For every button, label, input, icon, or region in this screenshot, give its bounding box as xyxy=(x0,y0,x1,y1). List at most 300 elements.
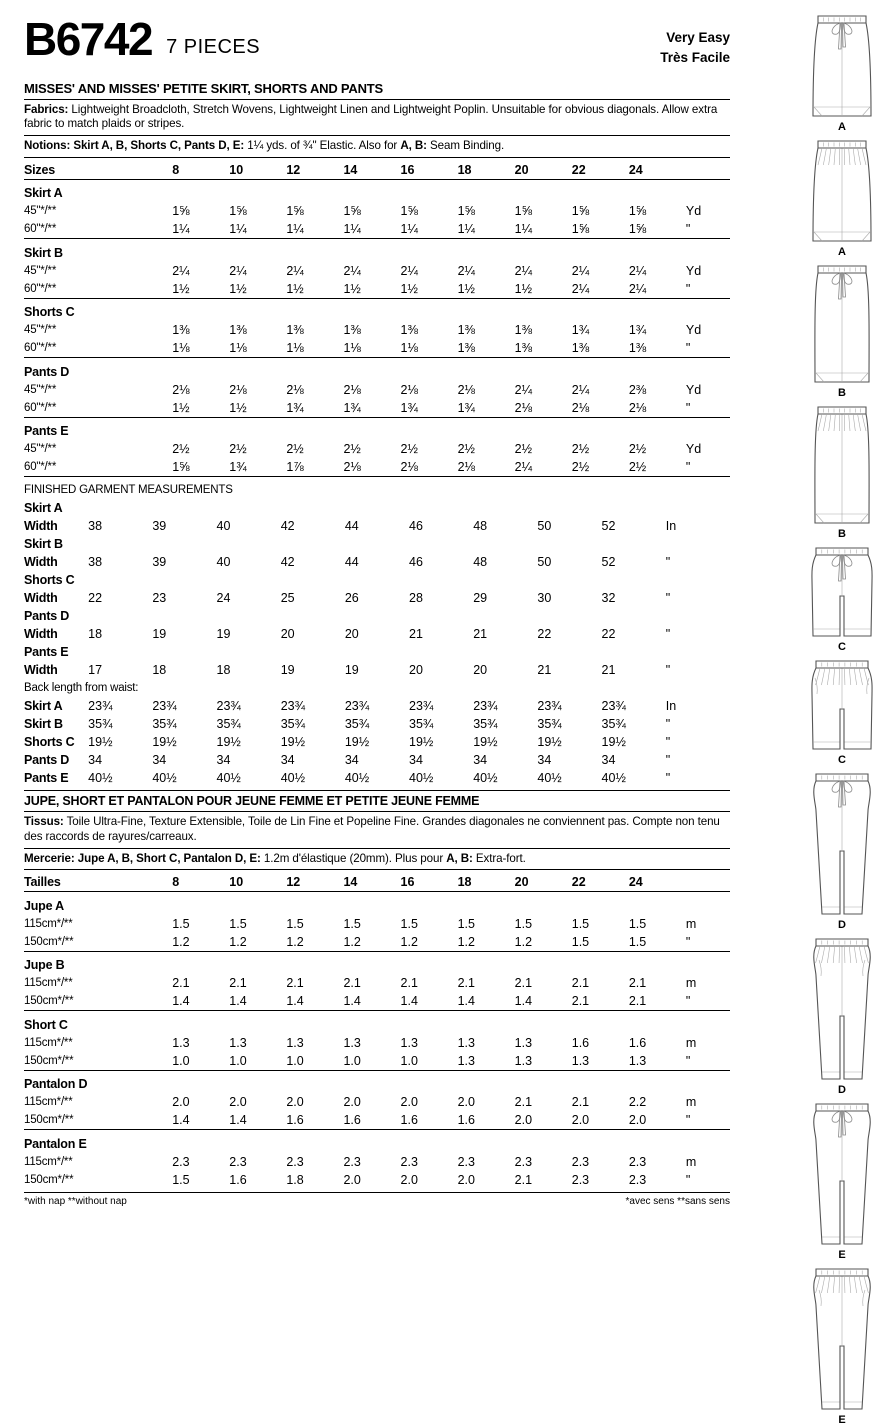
row-value: 1.6 xyxy=(400,1113,418,1128)
row-value: 1.4 xyxy=(286,994,304,1009)
finished-section-heading-row xyxy=(24,481,730,499)
row-value: 1.4 xyxy=(400,994,418,1009)
row-value: 1¾ xyxy=(571,323,590,338)
row-value: 1⅝ xyxy=(628,204,647,219)
table-row xyxy=(24,280,730,299)
row-value: 2¼ xyxy=(286,263,304,278)
row-value: 2.1 xyxy=(286,976,304,991)
row-value: 1.2 xyxy=(514,934,533,949)
tissus-label: Tissus: xyxy=(24,814,64,828)
row-value: 2½ xyxy=(172,442,190,457)
row-unit: " xyxy=(665,734,671,749)
row-value: 2.3 xyxy=(457,1154,475,1169)
group-heading: Short C xyxy=(24,1017,68,1032)
row-value: 40½ xyxy=(88,770,113,785)
row-value: 1.3 xyxy=(400,1035,418,1050)
row-value: 2¼ xyxy=(628,263,647,278)
row-value: 17 xyxy=(88,662,103,677)
row-value: 2.0 xyxy=(400,1172,418,1187)
row-label: 60"*/** xyxy=(24,223,57,236)
row-label: 60"*/** xyxy=(24,282,57,295)
row-value: 48 xyxy=(473,554,488,569)
row-value: 2¼ xyxy=(514,460,533,475)
row-value: 2.1 xyxy=(514,1172,533,1187)
table-row xyxy=(24,751,730,769)
table-row xyxy=(24,381,730,399)
illustration-caption: E xyxy=(838,1414,846,1426)
illustration-caption: E xyxy=(838,1249,846,1261)
row-unit: " xyxy=(665,752,671,767)
row-value: 1⅝ xyxy=(514,204,533,219)
row-value: 1½ xyxy=(229,400,247,415)
row-unit: m xyxy=(685,1154,697,1169)
mercerie-paragraph xyxy=(24,852,730,867)
row-label: 115cm*/** xyxy=(24,1036,73,1049)
pants-d-front-drawing-icon xyxy=(790,768,894,920)
row-value: 1⅜ xyxy=(172,323,190,338)
row-value: 2.0 xyxy=(457,1095,475,1110)
table-row xyxy=(24,499,730,535)
row-value: 2.0 xyxy=(400,1095,418,1110)
row-unit: In xyxy=(665,698,677,713)
row-value: 35¾ xyxy=(409,716,434,731)
row-value: 1¾ xyxy=(229,460,247,475)
row-value: 1½ xyxy=(172,281,190,296)
row-value: 1⅝ xyxy=(571,204,590,219)
row-value: 1.3 xyxy=(229,1035,247,1050)
row-value: 19½ xyxy=(473,734,498,749)
row-value: 1.3 xyxy=(514,1035,533,1050)
row-value: 2½ xyxy=(457,442,475,457)
row-label: 60"*/** xyxy=(24,342,57,355)
row-value: 40½ xyxy=(216,770,241,785)
notions-label: Notions: Skirt A, B, Shorts C, Pants D, E: xyxy=(24,139,245,153)
row-value: 2½ xyxy=(400,442,418,457)
row-value: 39 xyxy=(152,518,167,533)
illustration-caption: C xyxy=(838,641,846,653)
table-row xyxy=(24,440,730,458)
row-value: 1.4 xyxy=(457,994,475,1009)
divider xyxy=(24,99,730,100)
table-row xyxy=(24,915,730,933)
row-label: Pants E xyxy=(24,770,69,785)
divider xyxy=(24,790,730,791)
table-row xyxy=(24,399,730,418)
row-label: 150cm*/** xyxy=(24,1054,74,1067)
row-value: 1.5 xyxy=(172,1172,190,1187)
row-value: 28 xyxy=(409,590,423,605)
shorts-c-front-drawing-icon xyxy=(790,542,894,642)
row-value: 2½ xyxy=(286,442,304,457)
row-value: 1.4 xyxy=(172,994,190,1009)
size-header-cell: 16 xyxy=(400,875,415,890)
row-value: 1.2 xyxy=(400,934,418,949)
row-value: 23¾ xyxy=(344,698,370,713)
row-value: 1.4 xyxy=(343,994,361,1009)
row-value: 1⅜ xyxy=(400,323,418,338)
row-value: 2.0 xyxy=(343,1172,361,1187)
row-value: 30 xyxy=(537,590,552,605)
row-value: 1⅜ xyxy=(457,341,475,356)
group-heading-row xyxy=(24,896,730,915)
pants-e-back-drawing-icon xyxy=(790,1263,894,1415)
row-value: 48 xyxy=(473,518,488,533)
illustration-caption: D xyxy=(838,919,846,931)
piece-count: 7 PIECES xyxy=(166,36,261,58)
row-value: 38 xyxy=(88,554,103,569)
row-value: 2.0 xyxy=(343,1095,361,1110)
mercerie-bold2: A, B: xyxy=(446,851,473,865)
row-value: 35¾ xyxy=(601,716,626,731)
row-value: 2.0 xyxy=(229,1095,247,1110)
row-value: 23¾ xyxy=(601,698,626,713)
row-value: 2.1 xyxy=(571,994,590,1009)
row-value: 40½ xyxy=(409,770,434,785)
row-value: 46 xyxy=(409,518,423,533)
row-value: 1½ xyxy=(400,281,418,296)
table-row xyxy=(24,1153,730,1171)
row-value: 1.3 xyxy=(628,1053,647,1068)
row-value: 19 xyxy=(344,662,359,677)
size-header-cell: 12 xyxy=(286,875,301,890)
table-row xyxy=(24,262,730,280)
row-value: 40½ xyxy=(280,770,306,785)
row-value: 21 xyxy=(537,662,552,677)
group-heading: Pantalon D xyxy=(24,1077,88,1092)
row-value: 40½ xyxy=(537,770,562,785)
row-value: 44 xyxy=(344,518,359,533)
row-label: 45"*/** xyxy=(24,205,57,218)
table-row xyxy=(24,1171,730,1189)
row-value: 2⅛ xyxy=(229,382,247,397)
row-value: 1¾ xyxy=(343,400,361,415)
group-heading: Pants D xyxy=(24,364,70,379)
row-value: 2.0 xyxy=(172,1095,190,1110)
row-value: 2.2 xyxy=(628,1095,647,1110)
row-value: 2.3 xyxy=(343,1154,361,1169)
row-value: 1.8 xyxy=(286,1172,304,1187)
row-value: 44 xyxy=(344,554,359,569)
row-value: 1.3 xyxy=(514,1053,533,1068)
row-value: 23¾ xyxy=(537,698,562,713)
row-value: 1.5 xyxy=(400,916,418,931)
row-value: 2⅛ xyxy=(571,400,590,415)
row-value: 18 xyxy=(216,662,231,677)
size-header-cell: 14 xyxy=(343,162,358,177)
tissus-text: Toile Ultra-Fine, Texture Extensible, Toile de Lin Fine et Popeline Fine. Grandes diagonales ne conviennent pas. Compte non tenu des raccords de rayures/carreaux. xyxy=(24,814,720,843)
table-row xyxy=(24,1052,730,1071)
table-row xyxy=(24,1034,730,1052)
row-value: 34 xyxy=(601,752,616,767)
group-heading-row xyxy=(24,1134,730,1153)
row-unit: " xyxy=(685,1172,691,1187)
row-value: 22 xyxy=(88,590,103,605)
illustration-caption: A xyxy=(838,121,846,133)
row-value: 18 xyxy=(152,662,167,677)
row-value: 1.0 xyxy=(229,1053,247,1068)
table-row xyxy=(24,339,730,358)
row-value: 1.5 xyxy=(286,916,304,931)
row-unit: " xyxy=(665,590,671,605)
group-heading: Jupe B xyxy=(24,958,65,973)
row-value: 23 xyxy=(152,590,167,605)
row-value: 1.3 xyxy=(457,1053,475,1068)
illustration-pants-d-back xyxy=(790,933,894,1096)
row-value: 34 xyxy=(280,752,295,767)
row-value: 1.3 xyxy=(571,1053,590,1068)
size-header-cell: 22 xyxy=(571,162,586,177)
row-label: 115cm*/** xyxy=(24,1155,73,1168)
row-value: 2⅛ xyxy=(343,382,361,397)
row-label: Skirt A xyxy=(24,698,63,713)
table-row xyxy=(24,974,730,992)
row-label: Shorts C xyxy=(24,734,75,749)
row-value: 2.3 xyxy=(571,1172,590,1187)
unit-header-cell xyxy=(686,873,730,892)
table-row xyxy=(24,769,730,787)
illustration-pants-e-front xyxy=(790,1098,894,1261)
row-label: 150cm*/** xyxy=(24,1114,74,1127)
row-value: 2.1 xyxy=(628,994,647,1009)
size-header-cell: 20 xyxy=(514,875,529,890)
row-value: 2.1 xyxy=(571,976,590,991)
table-row xyxy=(24,535,730,571)
row-value: 1¼ xyxy=(514,222,533,237)
french-title: JUPE, SHORT ET PANTALON POUR JEUNE FEMME ET PETITE JEUNE FEMME xyxy=(24,793,480,808)
row-value: 1⅜ xyxy=(343,323,361,338)
row-unit: Yd xyxy=(685,204,702,219)
fabrics-label: Fabrics: xyxy=(24,102,69,116)
row-value: 2.1 xyxy=(400,976,418,991)
row-value: 34 xyxy=(537,752,552,767)
row-unit: " xyxy=(665,770,671,785)
difficulty-fr: Très Facile xyxy=(660,50,730,66)
row-value: 2¼ xyxy=(571,382,590,397)
row-value: 2.3 xyxy=(400,1154,418,1169)
row-value: 34 xyxy=(216,752,231,767)
row-value: 1.3 xyxy=(343,1035,361,1050)
row-value: 1.6 xyxy=(343,1113,361,1128)
row-value: 1⅛ xyxy=(286,341,304,356)
row-value: 1½ xyxy=(514,281,533,296)
row-label: Pants D Width xyxy=(24,608,70,641)
row-value: 1⅛ xyxy=(229,341,247,356)
row-value: 23¾ xyxy=(280,698,306,713)
row-value: 40½ xyxy=(344,770,370,785)
row-value: 34 xyxy=(409,752,423,767)
row-value: 2.0 xyxy=(286,1095,304,1110)
row-value: 2.3 xyxy=(628,1172,647,1187)
row-value: 40 xyxy=(216,554,231,569)
notions-paragraph xyxy=(24,139,730,154)
fabrics-text: Lightweight Broadcloth, Stretch Wovens, Lightweight Linen and Lightweight Poplin. Unsuitable for obvious diagonals. Allow extra fabric to match plaids or stripes. xyxy=(24,102,718,131)
group-heading-row xyxy=(24,183,730,202)
table-row xyxy=(24,933,730,952)
row-label: 115cm*/** xyxy=(24,917,73,930)
row-value: 35¾ xyxy=(344,716,370,731)
row-value: 2.1 xyxy=(457,976,475,991)
row-value: 2.1 xyxy=(514,1095,533,1110)
row-unit: Yd xyxy=(685,382,702,397)
row-value: 19 xyxy=(216,626,231,641)
row-value: 2.3 xyxy=(628,1154,647,1169)
row-value: 1.3 xyxy=(172,1035,190,1050)
row-value: 1¾ xyxy=(457,400,475,415)
row-value: 2.1 xyxy=(343,976,361,991)
row-value: 1.6 xyxy=(229,1172,247,1187)
row-value: 2¼ xyxy=(514,382,533,397)
row-value: 20 xyxy=(473,662,488,677)
row-value: 1.0 xyxy=(343,1053,361,1068)
row-unit: Yd xyxy=(685,442,702,457)
row-value: 2⅛ xyxy=(514,400,533,415)
row-value: 2⅛ xyxy=(172,382,190,397)
skirt-a-back-drawing-icon xyxy=(790,135,894,247)
row-value: 2.0 xyxy=(457,1172,475,1187)
row-value: 2.3 xyxy=(571,1154,590,1169)
row-label: 115cm*/** xyxy=(24,977,73,990)
row-value: 1.6 xyxy=(628,1035,647,1050)
row-value: 50 xyxy=(537,554,552,569)
row-unit: m xyxy=(685,1095,697,1110)
illustration-caption: C xyxy=(838,754,846,766)
row-value: 1.2 xyxy=(286,934,304,949)
row-value: 19½ xyxy=(216,734,241,749)
yardage-table-english xyxy=(24,161,730,481)
row-label: 150cm*/** xyxy=(24,1173,74,1186)
row-value: 1.5 xyxy=(343,916,361,931)
row-value: 1¾ xyxy=(400,400,418,415)
divider xyxy=(24,1192,730,1193)
row-value: 22 xyxy=(537,626,552,641)
row-value: 42 xyxy=(280,518,295,533)
tissus-paragraph xyxy=(24,815,730,845)
group-heading: Skirt A xyxy=(24,186,63,201)
mercerie-text: 1.2m d'élastique (20mm). Plus pour xyxy=(260,851,447,865)
row-value: 1½ xyxy=(286,281,304,296)
row-value: 2⅛ xyxy=(400,460,418,475)
yardage-table-french xyxy=(24,873,730,1189)
row-value: 2⅛ xyxy=(628,400,647,415)
row-label: Skirt B Width xyxy=(24,536,63,569)
row-value: 1.5 xyxy=(172,916,190,931)
row-value: 1¼ xyxy=(286,222,304,237)
size-header-cell: 10 xyxy=(229,875,244,890)
skirt-b-back-drawing-icon xyxy=(790,401,894,529)
skirt-b-front-drawing-icon xyxy=(790,260,894,388)
row-value: 2⅛ xyxy=(286,382,304,397)
row-value: 19 xyxy=(280,662,295,677)
size-header-cell: 22 xyxy=(571,875,586,890)
illustration-pants-e-back xyxy=(790,1263,894,1426)
row-value: 2¼ xyxy=(628,281,647,296)
divider xyxy=(24,869,730,870)
group-heading: Shorts C xyxy=(24,305,75,320)
row-value: 23¾ xyxy=(473,698,498,713)
shorts-c-back-drawing-icon xyxy=(790,655,894,755)
row-value: 1½ xyxy=(172,400,190,415)
row-value: 2¼ xyxy=(400,263,418,278)
row-value: 35¾ xyxy=(537,716,562,731)
size-header-cell: 20 xyxy=(514,162,529,177)
row-value: 1.0 xyxy=(286,1053,304,1068)
row-value: 1½ xyxy=(343,281,361,296)
row-value: 1⅝ xyxy=(286,204,304,219)
row-value: 2½ xyxy=(571,442,590,457)
row-value: 2¼ xyxy=(457,263,475,278)
row-value: 2.3 xyxy=(514,1154,533,1169)
row-value: 1⅞ xyxy=(286,460,304,475)
row-value: 38 xyxy=(88,518,103,533)
row-value: 2.3 xyxy=(172,1154,190,1169)
illustration-skirt-a-back xyxy=(790,135,894,258)
header-left xyxy=(24,13,261,65)
row-value: 20 xyxy=(409,662,423,677)
row-value: 19½ xyxy=(537,734,562,749)
row-value: 1.5 xyxy=(628,916,647,931)
row-value: 22 xyxy=(601,626,616,641)
row-value: 2.1 xyxy=(514,976,533,991)
row-value: 2½ xyxy=(571,460,590,475)
row-value: 2.0 xyxy=(628,1113,647,1128)
tailles-label: Tailles xyxy=(24,875,61,890)
row-value: 1.4 xyxy=(229,1113,247,1128)
row-unit: " xyxy=(685,1113,691,1128)
size-header-cell: 14 xyxy=(343,875,358,890)
row-value: 35¾ xyxy=(152,716,177,731)
row-label: 150cm*/** xyxy=(24,935,74,948)
row-value: 2⅜ xyxy=(628,382,647,397)
row-unit: " xyxy=(685,460,691,475)
row-value: 1.3 xyxy=(286,1035,304,1050)
illustration-column xyxy=(790,0,894,1426)
row-unit: " xyxy=(685,400,691,415)
row-value: 2½ xyxy=(343,442,361,457)
table-row xyxy=(24,1093,730,1111)
table-row xyxy=(24,643,730,679)
row-value: 1⅜ xyxy=(286,323,304,338)
pants-e-front-drawing-icon xyxy=(790,1098,894,1250)
row-label: Pants E Width xyxy=(24,644,69,677)
finished-section-heading: FINISHED GARMENT MEASUREMENTS xyxy=(24,483,233,496)
mercerie-text2: Extra-fort. xyxy=(472,851,526,865)
row-unit: " xyxy=(685,281,691,296)
row-value: 2.0 xyxy=(514,1113,533,1128)
row-value: 19½ xyxy=(88,734,113,749)
row-label: 60"*/** xyxy=(24,401,57,414)
row-value: 1⅝ xyxy=(343,204,361,219)
row-value: 2¼ xyxy=(343,263,361,278)
row-value: 1.2 xyxy=(172,934,190,949)
size-header-cell: 24 xyxy=(628,875,643,890)
row-value: 1.5 xyxy=(571,916,590,931)
row-value: 52 xyxy=(601,554,616,569)
notions-bold2: A, B: xyxy=(400,139,427,153)
row-value: 1½ xyxy=(457,281,475,296)
row-label: 45"*/** xyxy=(24,264,57,277)
illustration-caption: D xyxy=(838,1084,846,1096)
row-unit: " xyxy=(685,934,691,949)
row-value: 34 xyxy=(473,752,488,767)
size-header-cell: 12 xyxy=(286,162,301,177)
finished-measurements-table xyxy=(24,481,730,787)
difficulty-badge xyxy=(660,28,730,69)
row-label: 60"*/** xyxy=(24,461,57,474)
group-heading: Pants E xyxy=(24,424,69,439)
illustration-caption: B xyxy=(838,528,846,540)
row-value: 20 xyxy=(344,626,359,641)
row-value: 46 xyxy=(409,554,423,569)
